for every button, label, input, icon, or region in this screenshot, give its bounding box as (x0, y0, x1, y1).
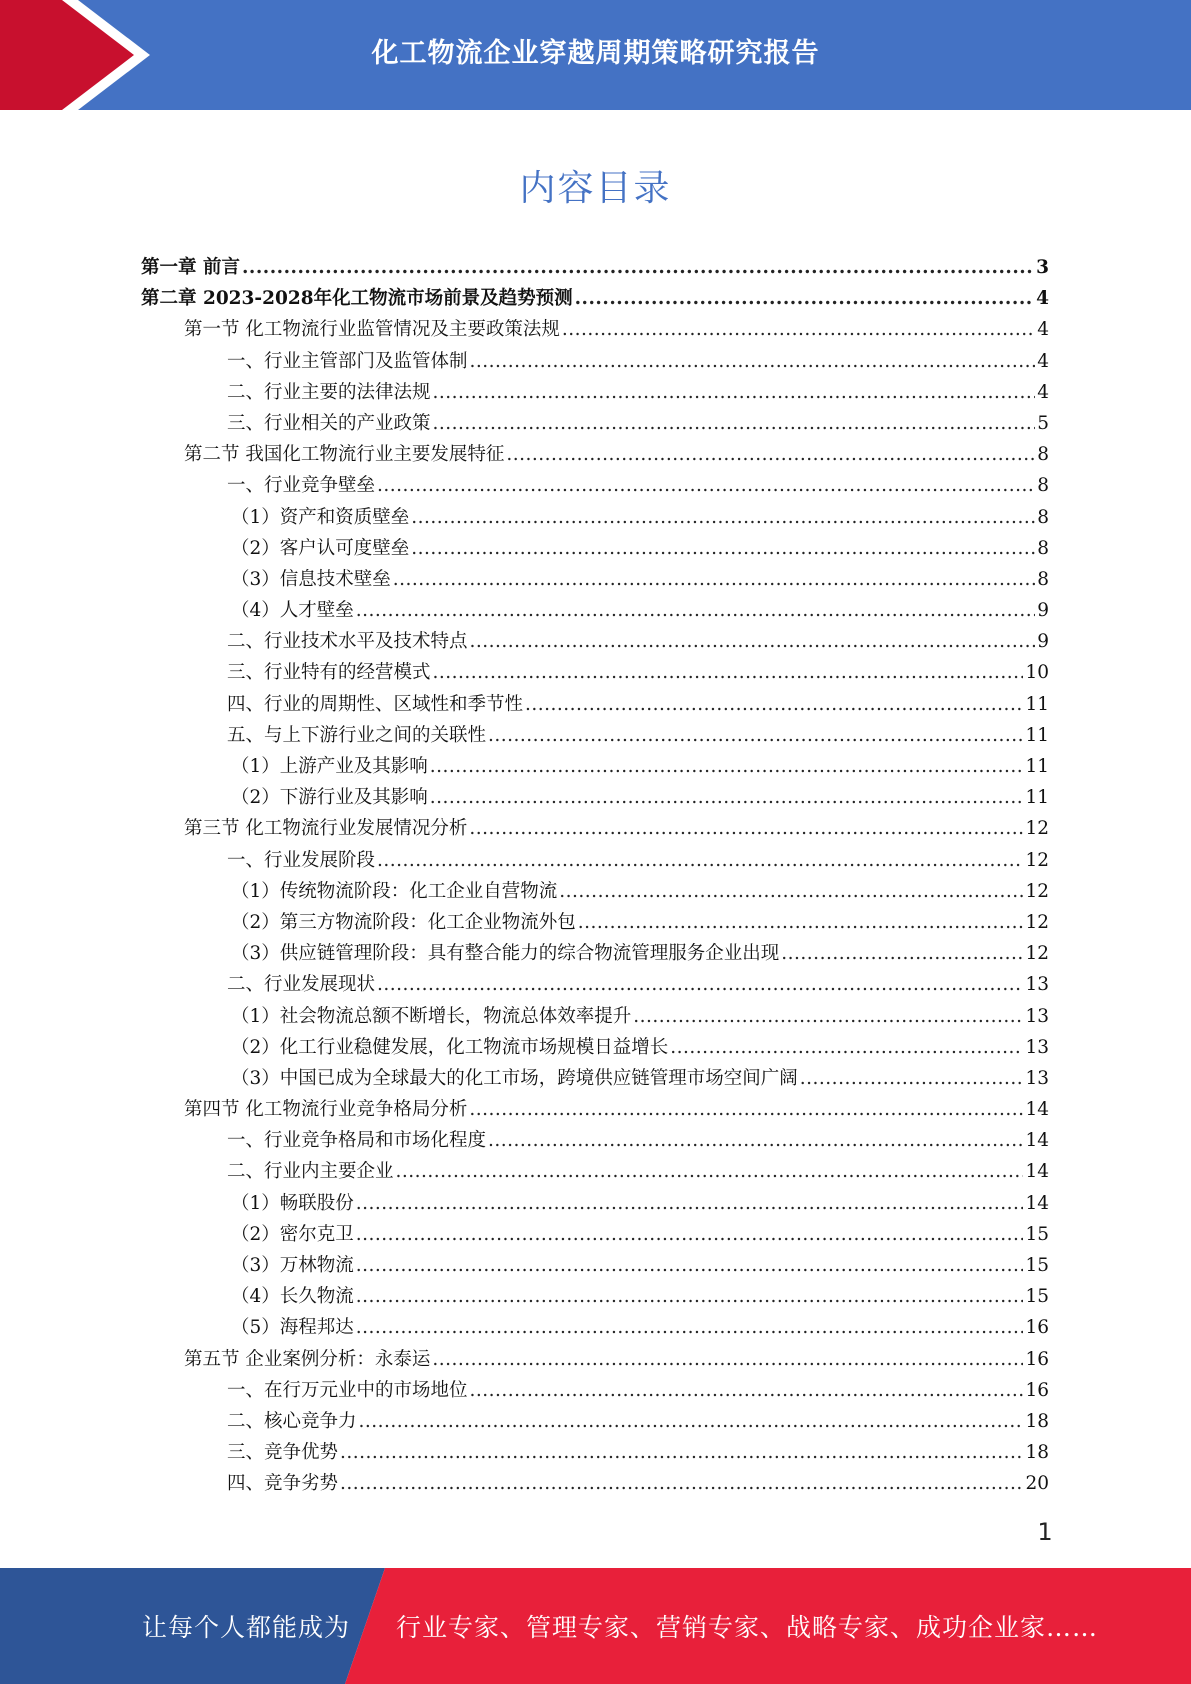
toc-entry-page: 16 (1025, 1317, 1049, 1339)
header-band (0, 0, 1191, 110)
toc-entry[interactable] (141, 502, 1049, 533)
toc-entry-title: （1）社会物流总额不断增长，物流总体效率提升 (231, 1005, 632, 1027)
toc-entry-title: （2）第三方物流阶段：化工企业物流外包 (231, 911, 576, 933)
toc-entry-title: 二、行业发展现状 (227, 974, 376, 996)
toc-entry[interactable] (141, 1032, 1049, 1063)
toc-dot-leader (575, 283, 1035, 314)
toc-entry-title: （3）信息技术壁垒 (231, 568, 391, 590)
toc-dot-leader (488, 1125, 1023, 1156)
toc-entry-page: 9 (1037, 631, 1049, 653)
toc-entry-title: （4）长久物流 (231, 1286, 354, 1308)
toc-entry-title: 第二章 2023-2028年化工物流市场前景及趋势预测 (141, 288, 573, 310)
toc-entry-title: （2）密尔克卫 (231, 1223, 354, 1245)
toc-entry-title: 第一节 化工物流行业监管情况及主要政策法规 (184, 319, 560, 341)
toc-dot-leader (356, 1219, 1024, 1250)
toc-entry-page: 18 (1025, 1442, 1049, 1464)
toc-entry-title: （1）传统物流阶段：化工企业自营物流 (231, 880, 558, 902)
toc-entry[interactable] (141, 876, 1049, 907)
toc-entry-page: 4 (1036, 288, 1049, 310)
toc-entry-title: 一、行业竞争壁垒 (227, 475, 376, 497)
toc-entry[interactable] (141, 1125, 1049, 1156)
toc-dot-leader (578, 907, 1024, 938)
toc-dot-leader (356, 1312, 1024, 1343)
toc-entry[interactable] (141, 1375, 1049, 1406)
toc-dot-leader (356, 595, 1035, 626)
toc-entry-title: （3）万林物流 (231, 1255, 354, 1276)
toc-title: 内容目录 (519, 168, 672, 209)
toc-entry-page: 15 (1025, 1223, 1049, 1245)
toc-entry[interactable] (141, 1188, 1049, 1219)
toc-entry[interactable] (141, 595, 1049, 626)
toc-dot-leader (781, 938, 1023, 969)
toc-entry-title: 二、行业内主要企业 (227, 1161, 394, 1183)
toc-dot-leader (525, 689, 1023, 720)
toc-entry-page: 12 (1025, 911, 1049, 933)
toc-dot-leader (433, 408, 1036, 439)
toc-entry-page: 14 (1025, 1099, 1049, 1121)
toc-entry-page: 13 (1025, 1036, 1049, 1058)
toc-entry-title: （3）中国已成为全球最大的化工市场，跨境供应链管理市场空间广阔 (231, 1067, 798, 1089)
toc-entry-title: 三、竞争优势 (227, 1442, 339, 1464)
toc-entry-page: 11 (1025, 724, 1049, 746)
toc-entry-title: 四、竞争劣势 (227, 1473, 339, 1495)
header-arrow-decoration (0, 0, 160, 110)
toc-entry-page: 14 (1025, 1192, 1049, 1214)
toc-entry[interactable] (141, 533, 1049, 564)
toc-dot-leader (242, 252, 1034, 283)
toc-entry-page: 16 (1025, 1379, 1049, 1401)
toc-entry[interactable] (141, 1001, 1049, 1032)
toc-entry[interactable] (141, 626, 1049, 657)
toc-entry[interactable] (141, 751, 1049, 782)
toc-dot-leader (433, 377, 1036, 408)
toc-entry-title: 三、行业相关的产业政策 (227, 412, 431, 434)
toc-entry[interactable] (141, 845, 1049, 876)
toc-entry-title: 二、核心竞争力 (227, 1410, 357, 1432)
toc-dot-leader (396, 1156, 1024, 1187)
header-title: 化工物流企业穿越周期策略研究报告 (371, 37, 820, 69)
footer-band (0, 1568, 1191, 1684)
toc-entry-title: 第一章 前言 (141, 257, 240, 278)
toc-entry[interactable] (141, 1250, 1049, 1281)
toc-entry[interactable] (141, 1094, 1049, 1125)
toc-entry-title: （2）下游行业及其影响 (231, 787, 428, 809)
toc-entry[interactable] (141, 314, 1049, 345)
toc-entry-page: 16 (1025, 1348, 1049, 1370)
toc-dot-leader (430, 751, 1024, 782)
toc-entry[interactable] (141, 377, 1049, 408)
toc-entry[interactable] (141, 657, 1049, 688)
toc-entry[interactable] (141, 782, 1049, 813)
toc-entry-page: 12 (1025, 818, 1049, 840)
toc-entry[interactable] (141, 470, 1049, 501)
toc-entry[interactable] (141, 1468, 1049, 1499)
toc-dot-leader (470, 1375, 1024, 1406)
toc-entry[interactable] (141, 1406, 1049, 1437)
toc-entry-title: 一、行业发展阶段 (227, 849, 376, 871)
toc-dot-leader (488, 720, 1023, 751)
toc-entry-title: 二、行业技术水平及技术特点 (227, 631, 468, 653)
toc-entry-page: 15 (1025, 1286, 1049, 1308)
toc-entry-page: 4 (1037, 381, 1049, 403)
toc-entry-title: （1）上游产业及其影响 (231, 756, 428, 777)
toc-entry-page: 12 (1025, 880, 1049, 902)
toc-entry-title: （5）海程邦达 (231, 1317, 354, 1339)
toc-entry-page: 11 (1025, 756, 1049, 777)
toc-entry-page: 20 (1025, 1473, 1049, 1495)
toc-entry-page: 11 (1025, 693, 1049, 715)
toc-entry-page: 12 (1025, 943, 1049, 965)
toc-entry-title: （1）畅联股份 (231, 1192, 354, 1214)
toc-dot-leader (359, 1406, 1024, 1437)
toc-entry-title: 三、行业特有的经营模式 (227, 662, 431, 684)
toc-entry-title: 第四节 化工物流行业竞争格局分析 (184, 1099, 468, 1121)
toc-entry-title: 第二节 我国化工物流行业主要发展特征 (184, 444, 505, 466)
toc-dot-leader (470, 346, 1036, 377)
toc-entry-title: （1）资产和资质壁垒 (231, 506, 410, 528)
toc-entry-title: 二、行业主要的法律法规 (227, 381, 431, 403)
toc-entry-page: 12 (1025, 849, 1049, 871)
toc-dot-leader (433, 657, 1024, 688)
toc-entry-title: 一、在行万元业中的市场地位 (227, 1379, 468, 1401)
toc-entry-page: 14 (1025, 1130, 1049, 1152)
toc-entry-page: 9 (1037, 600, 1049, 622)
toc-entry[interactable] (141, 813, 1049, 844)
toc-entry-page: 8 (1037, 475, 1049, 497)
toc-entry[interactable] (141, 969, 1049, 1000)
toc-entry[interactable] (141, 1312, 1049, 1343)
toc-entry-title: （3）供应链管理阶段：具有整合能力的综合物流管理服务企业出现 (231, 943, 780, 965)
toc-dot-leader (377, 845, 1023, 876)
toc-entry[interactable] (141, 1219, 1049, 1250)
footer-slogan-left: 让每个人都能成为 (142, 1613, 351, 1642)
toc-dot-leader (340, 1468, 1023, 1499)
toc-entry-title: （4）人才壁垒 (231, 600, 354, 622)
toc-entry-page: 13 (1025, 974, 1049, 996)
toc-entry-title: 一、行业竞争格局和市场化程度 (227, 1130, 487, 1152)
toc-entry[interactable] (141, 252, 1049, 283)
toc-entry[interactable] (141, 439, 1049, 470)
page-number: 1 (1037, 1518, 1053, 1546)
toc-entry-page: 8 (1037, 444, 1049, 466)
toc-dot-leader (633, 1001, 1023, 1032)
toc-dot-leader (469, 813, 1023, 844)
toc-dot-leader (562, 314, 1035, 345)
toc-entry-title: 第三节 化工物流行业发展情况分析 (184, 818, 468, 840)
toc-dot-leader (393, 564, 1035, 595)
toc-entry[interactable] (141, 689, 1049, 720)
toc-dot-leader (356, 1188, 1024, 1219)
toc-entry-title: 一、行业主管部门及监管体制 (227, 350, 468, 372)
toc-dot-leader (356, 1250, 1024, 1281)
toc-dot-leader (411, 533, 1035, 564)
toc-dot-leader (377, 969, 1023, 1000)
toc-dot-leader (506, 439, 1035, 470)
toc-entry-title: （2）化工行业稳健发展，化工物流市场规模日益增长 (231, 1036, 669, 1058)
toc-entry[interactable] (141, 283, 1049, 314)
table-of-contents (141, 252, 1049, 1500)
toc-entry-page: 8 (1037, 568, 1049, 590)
toc-entry[interactable] (141, 907, 1049, 938)
toc-entry-page: 4 (1037, 350, 1049, 372)
toc-dot-leader (356, 1281, 1024, 1312)
toc-dot-leader (377, 470, 1035, 501)
toc-dot-leader (432, 1344, 1023, 1375)
toc-entry-page: 13 (1025, 1067, 1049, 1089)
toc-entry-page: 10 (1025, 662, 1049, 684)
toc-entry-title: （2）客户认可度壁垒 (231, 537, 410, 559)
toc-entry-page: 8 (1037, 506, 1049, 528)
toc-dot-leader (559, 876, 1023, 907)
toc-dot-leader (411, 502, 1035, 533)
toc-entry[interactable] (141, 408, 1049, 439)
toc-entry-page: 14 (1025, 1161, 1049, 1183)
toc-entry[interactable] (141, 1156, 1049, 1187)
toc-entry-title: 四、行业的周期性、区域性和季节性 (227, 693, 524, 715)
toc-dot-leader (469, 1094, 1023, 1125)
toc-dot-leader (670, 1032, 1023, 1063)
toc-entry-page: 8 (1037, 537, 1049, 559)
toc-entry[interactable] (141, 1281, 1049, 1312)
toc-entry-page: 18 (1025, 1410, 1049, 1432)
toc-dot-leader (470, 626, 1036, 657)
toc-entry[interactable] (141, 1437, 1049, 1468)
toc-dot-leader (340, 1437, 1023, 1468)
toc-entry[interactable] (141, 938, 1049, 969)
toc-dot-leader (430, 782, 1024, 813)
toc-entry-page: 3 (1036, 257, 1049, 278)
toc-entry[interactable] (141, 720, 1049, 751)
toc-entry-page: 15 (1025, 1255, 1049, 1276)
toc-entry-title: 五、与上下游行业之间的关联性 (227, 724, 487, 746)
toc-entry[interactable] (141, 1344, 1049, 1375)
toc-entry-title: 第五节 企业案例分析：永泰运 (184, 1348, 431, 1370)
toc-dot-leader (800, 1063, 1024, 1094)
toc-entry-page: 11 (1025, 787, 1049, 809)
toc-entry-page: 5 (1037, 412, 1049, 434)
toc-entry-page: 13 (1025, 1005, 1049, 1027)
toc-entry[interactable] (141, 346, 1049, 377)
toc-entry-page: 4 (1037, 319, 1049, 341)
footer-slogan-right: 行业专家、管理专家、营销专家、战略专家、成功企业家…… (396, 1613, 1099, 1642)
toc-entry[interactable] (141, 1063, 1049, 1094)
toc-entry[interactable] (141, 564, 1049, 595)
